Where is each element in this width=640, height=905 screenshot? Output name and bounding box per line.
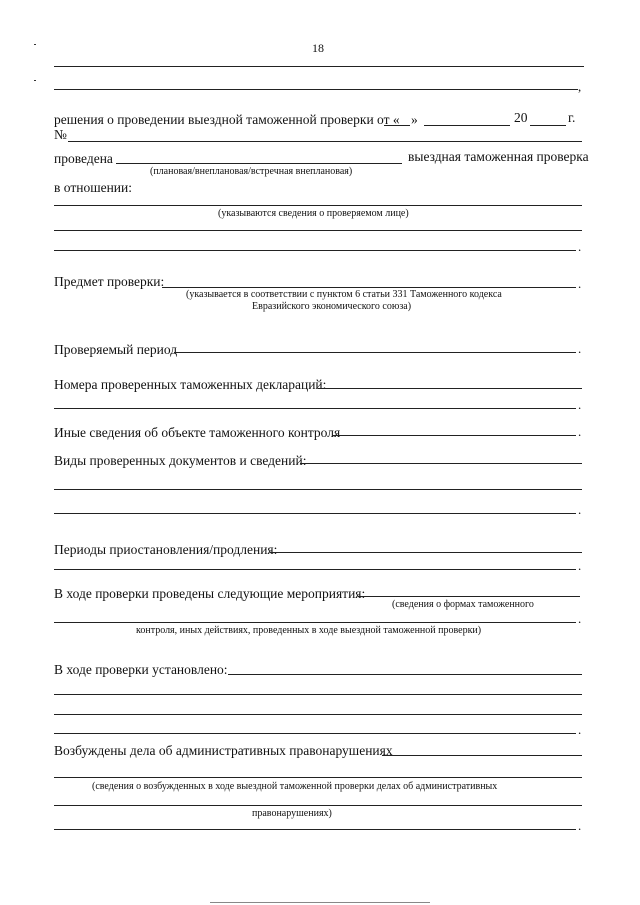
documents-blank [300, 463, 582, 464]
period-blank [174, 352, 576, 353]
decision-text: решения о проведении выездной таможенной проверки от « [54, 112, 400, 127]
measures-label: В ходе проверки проведены следующие мероприятия: [54, 586, 366, 601]
measures-hint-1: (сведения о формах таможенного [392, 599, 534, 610]
decision-day-blank [384, 125, 410, 126]
findings-line-3 [54, 714, 582, 715]
bottom-edge-line [210, 902, 430, 903]
entity-hint: (указываются сведения о проверяемом лице) [218, 208, 409, 219]
cases-line-3 [54, 805, 582, 806]
findings-label: В ходе проверки установлено: [54, 662, 228, 677]
suspension-blank [270, 552, 582, 553]
cases-blank [382, 755, 582, 756]
vyezdnaya-label: выездная таможенная проверка [408, 149, 589, 164]
entity-line-2 [54, 230, 582, 231]
line-period: . [578, 502, 582, 517]
line-period: . [578, 722, 582, 737]
top-blank-line-2 [54, 89, 578, 90]
other-info-blank [332, 435, 576, 436]
declarations-label: Номера проверенных таможенных деклараций: [54, 377, 327, 392]
declarations-line-2 [54, 408, 576, 409]
predmet-label: Предмет проверки: [54, 274, 165, 289]
documents-label: Виды проверенных документов и сведений: [54, 453, 307, 468]
page-number: 18 [312, 41, 324, 55]
predmet-blank [162, 287, 576, 288]
cases-line-4 [54, 829, 576, 830]
line-period: . [578, 239, 582, 254]
suspension-line-2 [54, 569, 576, 570]
provedena-label: проведена [54, 151, 113, 166]
margin-mark [34, 44, 36, 45]
findings-line-2 [54, 694, 582, 695]
other-info-label: Иные сведения об объекте таможенного контроля [54, 425, 341, 440]
v-otnoshenii-label: в отношении: [54, 180, 133, 195]
entity-line-1 [54, 205, 582, 206]
line-comma: , [578, 79, 582, 94]
number-sign: № [54, 127, 67, 142]
findings-blank [228, 674, 582, 675]
top-blank-line-1 [54, 66, 584, 67]
measures-hint-2: контроля, иных действиях, проведенных в ходе выездной таможенной проверки) [136, 625, 482, 636]
number-blank [68, 141, 582, 142]
predmet-hint-1: (указывается в соответствии с пунктом 6 статьи 331 Таможенного кодекса [186, 289, 502, 300]
decision-year-label: г. [568, 110, 576, 125]
line-period: . [578, 424, 582, 439]
cases-label: Возбуждены дела об административных правонарушениях [54, 743, 393, 758]
decision-year-prefix: 20 [514, 110, 528, 125]
cases-line-2 [54, 777, 582, 778]
line-period: . [578, 558, 582, 573]
line-period: . [578, 818, 582, 833]
period-label: Проверяемый период [54, 342, 178, 357]
cases-hint-1: (сведения о возбужденных в ходе выездной таможенной проверки делах об административных [92, 781, 498, 792]
findings-line-4 [54, 733, 576, 734]
decision-month-blank [424, 125, 510, 126]
line-period: . [578, 611, 582, 626]
measures-blank [358, 596, 580, 597]
check-type-hint: (плановая/внеплановая/встречная внеплановая) [150, 166, 353, 177]
entity-line-3 [54, 250, 576, 251]
declarations-blank [318, 388, 582, 389]
documents-line-3 [54, 513, 576, 514]
line-period: . [578, 276, 582, 291]
suspension-label: Периоды приостановления/продления: [54, 542, 278, 557]
cases-hint-2: правонарушениях) [252, 808, 332, 819]
predmet-hint-2: Евразийского экономического союза) [252, 301, 412, 312]
line-period: . [578, 397, 582, 412]
documents-line-2 [54, 489, 582, 490]
decision-year-blank [530, 125, 566, 126]
check-type-blank [116, 163, 402, 164]
margin-mark [34, 80, 36, 81]
measures-line-2 [54, 622, 576, 623]
line-period: . [578, 341, 582, 356]
decision-date-close: » [411, 112, 418, 127]
